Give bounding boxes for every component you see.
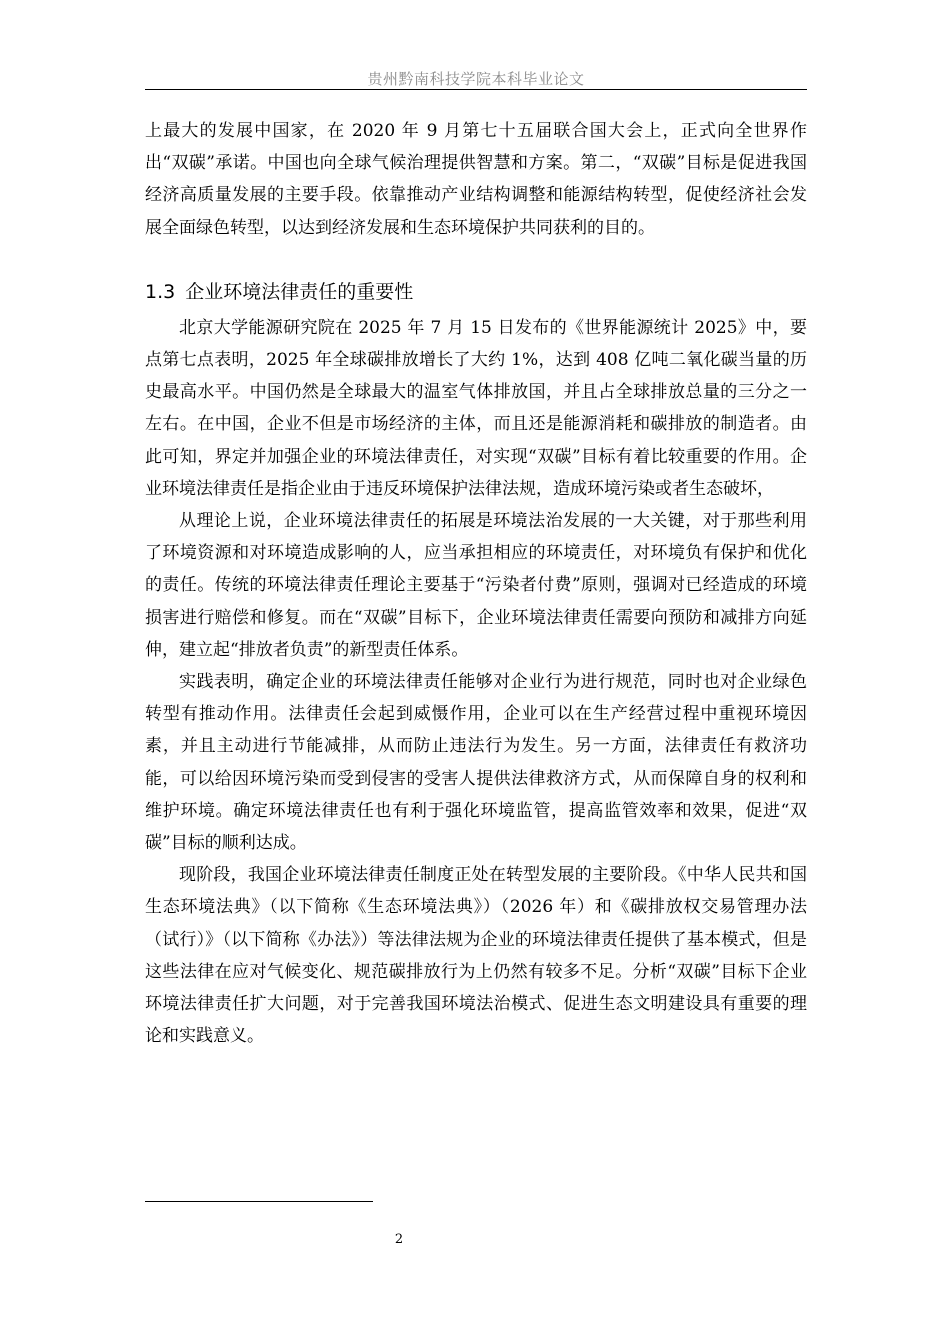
section-title: 企业环境法律责任的重要性 [185, 280, 414, 303]
page-number: 2 [394, 1232, 404, 1247]
paragraph-3: 实践表明，确定企业的环境法律责任能够对企业行为进行规范，同时也对企业绿色转型有推动作用。法律责任会起到威慑作用，企业可以在生产经营过程中重视环境因素，并且主动进行节能减排，从而防止违法行为发生。另一方面，法律责任有救济功能，可以给因环境污染而受到侵害的受害人提供法律救济方式，从而保障自身的权利和维护环境。确定环境法律责任也有利于强化环境监管，提高监管效率和效果，促进“双碳”目标的顺利达成。 [145, 672, 807, 854]
page-header-title: 贵州黔南科技学院本科毕业论文 [367, 70, 585, 88]
header-divider [145, 89, 807, 90]
continuation-paragraph: 上最大的发展中国家，在 2020 年 9 月第七十五届联合国大会上，正式向全世界作出“双碳”承诺。中国也向全球气候治理提供智慧和方案。第二，“双碳”目标是促进我国经济高质量发展的主要手段。依靠推动产业结构调整和能源结构转型，促使经济社会发展全面绿色转型，以达到经济发展和生态环境保护共同获利的目的。 [145, 121, 807, 238]
section-number: 1.3 [145, 280, 176, 303]
paragraph-4: 现阶段，我国企业环境法律责任制度正处在转型发展的主要阶段。《中华人民共和国生态环境法典》（以下简称《生态环境法典》）（2026 年）和《碳排放权交易管理办法（试行）》（以下简称《办法》）等法律法规为企业的环境法律责任提供了基本模式，但是这些法律在应对气候变化、规范碳排放行为上仍然有较多不足。分析“双碳”目标下企业环境法律责任扩大问题，对于完善我国环境法治模式、促进生态文明建设具有重要的理论和实践意义。 [145, 865, 807, 1047]
section-heading [145, 278, 807, 306]
footnote-separator [145, 1201, 373, 1202]
paragraph-1: 北京大学能源研究院在 2025 年 7 月 15 日发布的《世界能源统计 2025》中，要点第七点表明，2025 年全球碳排放增长了大约 1%，达到 408 亿吨二氧化碳当量的历史最高水平。中国仍然是全球最大的温室气体排放国，并且占全球排放总量的三分之一左右。在中国，企业不但是市场经济的主体，而且还是能源消耗和碳排放的制造者。由此可知，界定并加强企业的环境法律责任，对实现“双碳”目标有着比较重要的作用。企业环境法律责任是指企业由于违反环境保护法律法规，造成环境污染或者生态破坏， [145, 317, 807, 499]
paragraph-2: 从理论上说，企业环境法律责任的拓展是环境法治发展的一大关键，对于那些利用了环境资源和对环境造成影响的人，应当承担相应的环境责任，对环境负有保护和优化的责任。传统的环境法律责任理论主要基于“污染者付费”原则，强调对已经造成的环境损害进行赔偿和修复。而在“双碳”目标下，企业环境法律责任需要向预防和减排方向延伸，建立起“排放者负责”的新型责任体系。 [145, 511, 807, 660]
document-body [145, 115, 807, 1052]
